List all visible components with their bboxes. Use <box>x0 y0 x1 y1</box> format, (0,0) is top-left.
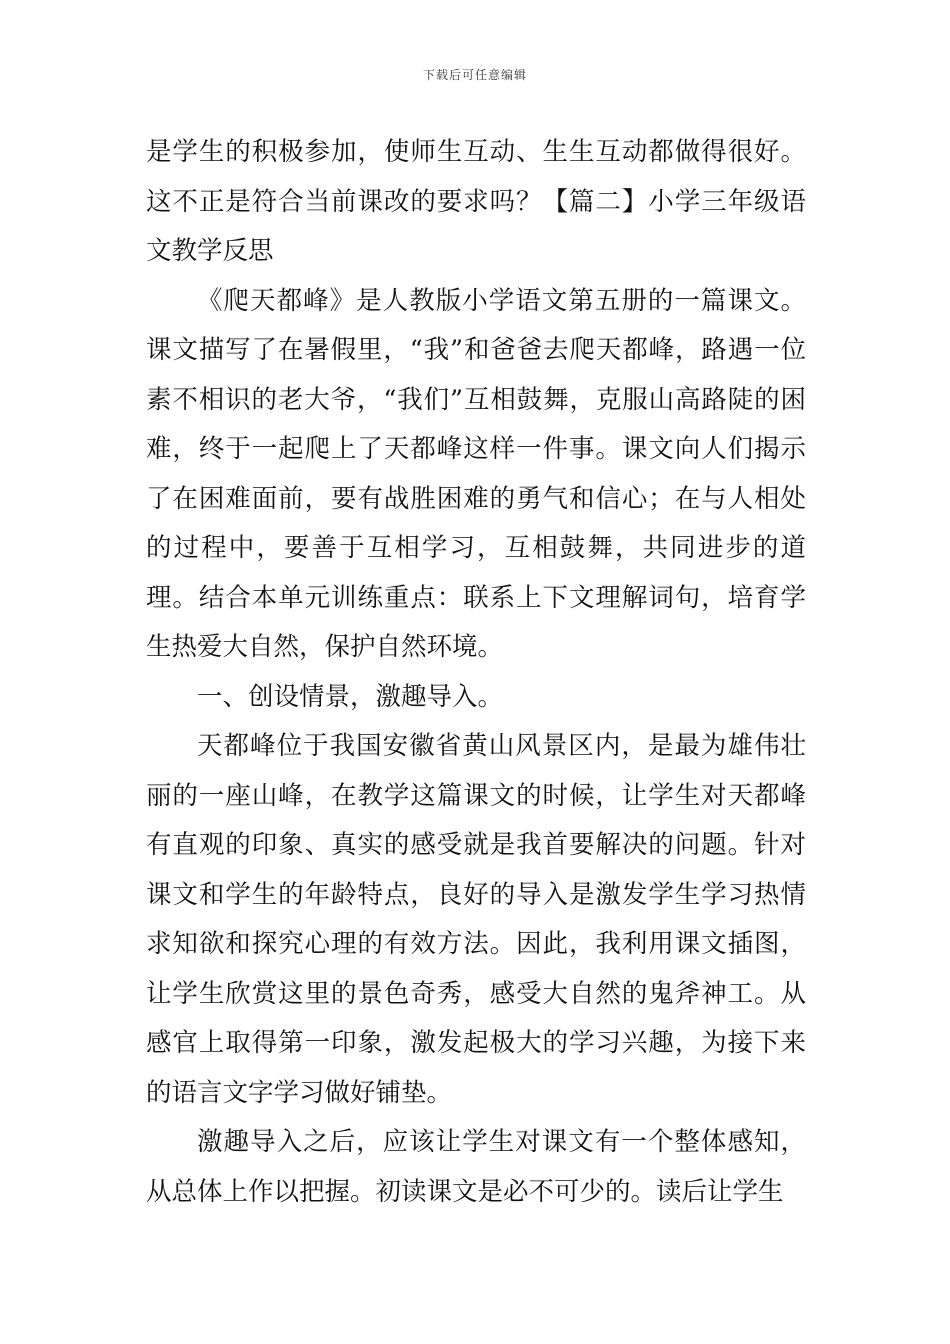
paragraph-2: 《爬天都峰》是人教版小学语文第五册的一篇课文。课文描写了在暑假里，“我”和爸爸去爬天都峰，路遇一位素不相识的老大爷，“我们”互相鼓舞，克服山高路陡的困难，终于一起爬上了天都峰这样一件事。课文向人们揭示了在困难面前，要有战胜困难的勇气和信心；在与人相处的过程中，要善于互相学习，互相鼓舞，共同进步的道理。结合本单元训练重点：联系上下文理解词句，培育学生热爱大自然，保护自然环境。 <box>146 285 806 662</box>
header-note: 下载后可任意编辑 <box>422 68 527 82</box>
paragraph-4: 天都峰位于我国安徽省黄山风景区内，是最为雄伟壮丽的一座山峰，在教学这篇课文的时候，让学生对天都峰有直观的印象、真实的感受就是我首要解决的问题。针对课文和学生的年龄特点，良好的导入是激发学生学习热情求知欲和探究心理的有效方法。因此，我利用课文插图，让学生欣赏这里的景色奇秀，感受大自然的鬼斧神工。从感官上取得第一印象，激发起极大的学习兴趣，为接下来的语言文字学习做好铺垫。 <box>146 731 806 1108</box>
document-body <box>146 128 806 1217</box>
paragraph-5: 激趣导入之后，应该让学生对课文有一个整体感知，从总体上作以把握。初读课文是必不可少的。读后让学生 <box>146 1127 806 1207</box>
paragraph-3-heading: 一、创设情景，激趣导入。 <box>197 681 504 712</box>
paragraph-1: 是学生的积极参加，使师生互动、生生互动都做得很好。这不正是符合当前课改的要求吗？【篇二】小学三年级语文教学反思 <box>146 137 806 266</box>
